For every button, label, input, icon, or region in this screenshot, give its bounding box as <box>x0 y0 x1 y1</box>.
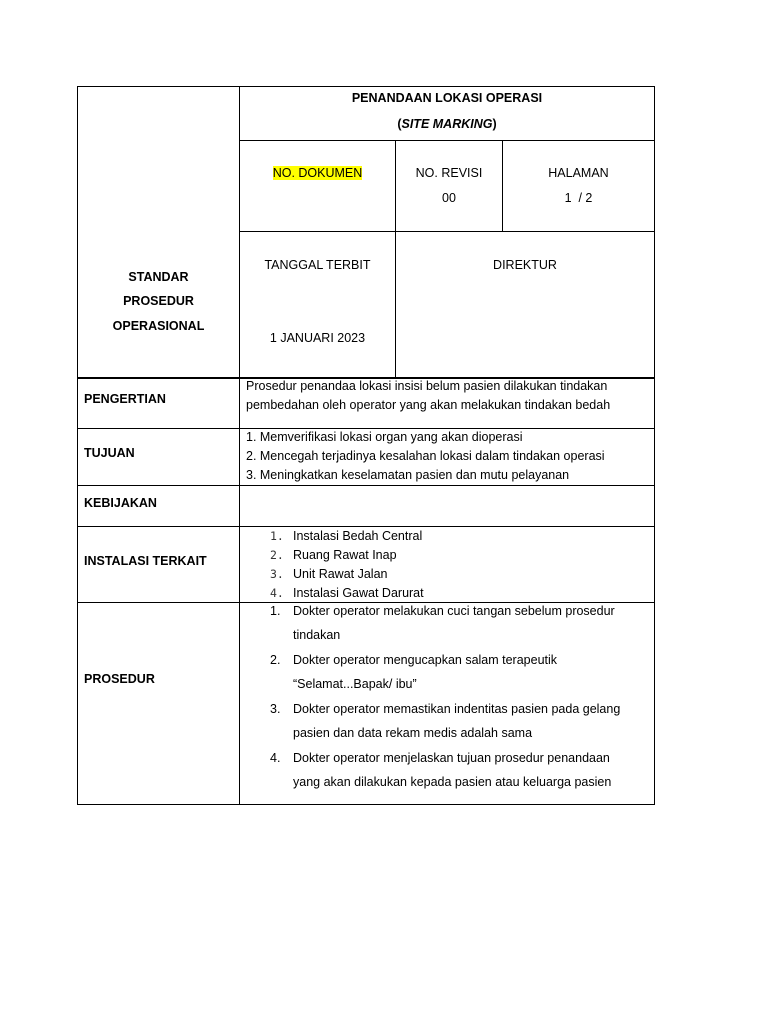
tujuan-item: 1. Memverifikasi lokasi organ yang akan dioperasi <box>246 430 523 444</box>
document-title: PENANDAAN LOKASI OPERASI <box>351 91 543 105</box>
prosedur-item-cont: yang akan dilakukan kepada pasien atau keluarga pasien <box>293 775 612 789</box>
instalasi-num: 1. <box>270 529 284 543</box>
kebijakan-label: KEBIJAKAN <box>84 496 157 510</box>
tujuan-label: TUJUAN <box>84 446 135 460</box>
instalasi-item: Instalasi Gawat Darurat <box>293 586 424 600</box>
sop-line-1: STANDAR <box>128 270 189 284</box>
tujuan-item: 3. Meningkatkan keselamatan pasien dan mutu pelayanan <box>246 468 570 482</box>
instalasi-num: 4. <box>270 586 284 600</box>
prosedur-item: Dokter operator menjelaskan tujuan prosedur penandaan <box>293 751 610 765</box>
document-subtitle <box>240 116 654 132</box>
pengertian-line-2: pembedahan oleh operator yang akan melakukan tindakan bedah <box>246 398 611 412</box>
prosedur-label-cell <box>77 602 240 805</box>
tujuan-item: 2. Mencegah terjadinya kesalahan lokasi dalam tindakan operasi <box>246 449 605 463</box>
prosedur-label: PROSEDUR <box>84 672 155 686</box>
logo-cell <box>77 86 240 378</box>
tanggal-terbit-value: 1 JANUARI 2023 <box>269 331 366 345</box>
prosedur-item: Dokter operator mengucapkan salam terapeutik <box>293 653 558 667</box>
tanggal-terbit-label: TANGGAL TERBIT <box>264 258 371 272</box>
no-revisi-cell <box>395 140 503 232</box>
instalasi-num: 2. <box>270 548 284 562</box>
prosedur-item: Dokter operator memastikan indentitas pasien pada gelang <box>293 702 621 716</box>
subtitle-open: ( <box>397 117 402 131</box>
sop-line-3: OPERASIONAL <box>112 319 205 333</box>
prosedur-item-cont: tindakan <box>293 628 341 642</box>
halaman-value: 1 / 2 <box>564 191 593 205</box>
prosedur-num: 2. <box>270 653 281 667</box>
prosedur-num: 3. <box>270 702 281 716</box>
kebijakan-content-cell <box>239 485 655 527</box>
prosedur-item: Dokter operator melakukan cuci tangan sebelum prosedur <box>293 604 615 618</box>
tanggal-cell <box>239 231 396 378</box>
instalasi-item: Instalasi Bedah Central <box>293 529 423 543</box>
halaman-cell <box>502 140 655 232</box>
direktur-cell <box>395 231 655 378</box>
prosedur-item-cont: “Selamat...Bapak/ ibu” <box>293 677 417 691</box>
sop-line-2: PROSEDUR <box>123 294 194 308</box>
instalasi-num: 3. <box>270 567 284 581</box>
prosedur-num: 1. <box>270 604 281 618</box>
no-revisi-label: NO. REVISI <box>415 166 483 180</box>
pengertian-line-1: Prosedur penandaa lokasi insisi belum pasien dilakukan tindakan <box>246 379 608 393</box>
prosedur-item-cont: pasien dan data rekam medis adalah sama <box>293 726 533 740</box>
instalasi-label: INSTALASI TERKAIT <box>84 554 207 568</box>
instalasi-item: Unit Rawat Jalan <box>293 567 388 581</box>
instalasi-item: Ruang Rawat Inap <box>293 548 397 562</box>
halaman-label: HALAMAN <box>548 166 609 180</box>
subtitle-close: ) <box>492 117 497 131</box>
prosedur-num: 4. <box>270 751 281 765</box>
no-revisi-value: 00 <box>442 191 456 205</box>
no-dokumen-highlight: NO. DOKUMEN <box>272 166 363 180</box>
no-dokumen-cell <box>239 140 396 232</box>
subtitle-italic: SITE MARKING <box>401 117 493 131</box>
pengertian-label: PENGERTIAN <box>84 392 166 406</box>
direktur-label: DIREKTUR <box>493 258 557 272</box>
no-dokumen-label <box>240 165 395 181</box>
